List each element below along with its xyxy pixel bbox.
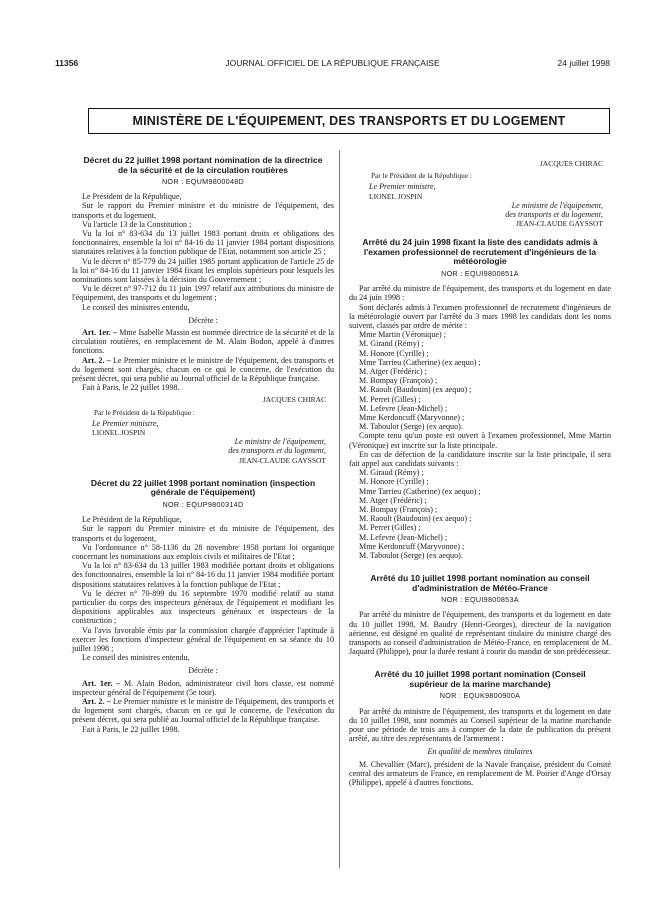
list-item: M. Honore (Cyrille) ; — [359, 348, 429, 358]
decree1-para: Vu la loi n° 83-634 du 13 juillet 1983 portant droits et obligations des fonctionnaires, ensemble la loi n° 84-16 du 11 janvier 1984 portant dispositions statutaires relatives à la fonction publique de l'Etat, notamment son article 25 ; — [72, 229, 334, 257]
decree1-para: Le Président de la République, — [82, 192, 182, 202]
ministry-banner: MINISTÈRE DE L'ÉQUIPEMENT, DES TRANSPORTS ET DU LOGEMENT — [88, 108, 610, 134]
decree1-para: Vu l'article 13 de la Constitution ; — [82, 219, 192, 229]
decree1-para: Sur le rapport du Premier ministre et du ministre de l'équipement, des transports et du logement, — [72, 201, 334, 220]
decree2-pm-title: Le Premier ministre, — [369, 182, 436, 192]
list-item: M. Taboulot (Serge) (ex aequo). — [359, 422, 463, 432]
arrete3-para: M. Chevallier (Marc), président de la Navale française, président du Comité central des armateurs de France, en remplacement de M. Poirier d'Ange d'Orsay (Philippe), appelé à d'autres fonctions. — [349, 759, 611, 788]
arrete1-para: Par arrêté du ministre de l'équipement, des transports et du logement en date du 24 juin 1998 : — [349, 284, 611, 303]
decree1-article-1: Art. 1er. – Mme Isabelle Massin est nommée directrice de la sécurité et de la circulation routières, en remplacement de M. Alain Bodon, appelé à d'autres fonctions. — [72, 328, 335, 356]
decree1-decrete: Décrète : — [188, 315, 218, 325]
column-divider — [339, 150, 340, 868]
decree1-title: Décret du 22 juillet 1998 portant nomination de la directrice de la sécurité et de la circulation routières — [83, 155, 323, 175]
list-item: M. Lefevre (Jean-Michel) ; — [359, 532, 448, 542]
issue-date: 24 juillet 1998 — [557, 58, 610, 68]
list-item: M. Girand (Rémy) ; — [359, 339, 424, 349]
arrete1-nor: NOR : EQUI9800851A — [441, 268, 519, 278]
decree2-decrete: Décrète : — [188, 666, 218, 676]
decree1-by-president: Par le Président de la République : — [94, 407, 195, 417]
list-item: Mme Kerdoncuff (Maryvonne) ; — [359, 541, 465, 551]
list-item: M. Perret (Gilles) ; — [359, 523, 421, 533]
arrete3-nor: NOR : EQUK9800900A — [439, 691, 521, 701]
decree1-minister-line2: des transports et du logement, — [228, 446, 326, 456]
list-item: M. Raoult (Baudouin) (ex aequo) ; — [359, 385, 472, 395]
decree1-para: Vu le décret n° 97-712 du 11 juin 1997 relatif aux attributions du ministre de l'équipement, des transports et du logement ; — [72, 284, 334, 303]
decree1-para: Le conseil des ministres entendu, — [82, 302, 190, 312]
list-item: M. Atger (Frédéric) ; — [359, 366, 427, 376]
decree2-article-2: Art. 2. – Le Premier ministre et le ministre de l'équipement, des transports et du logement sont chargés, chacun en ce qui le concerne, de l'exécution du présent décret, qui sera publié au Journal officiel de la République française. — [72, 696, 334, 725]
decree2-para: Le conseil des ministres entendu, — [82, 653, 190, 663]
decree2-para: Vu le décret n° 70-899 du 16 septembre 1970 modifié relatif au statut particulier du corps des inspecteurs généraux de l'équipement et modifiant les dispositions applicables aux inspecteurs généraux et inspecteurs de la construction ; — [72, 588, 334, 626]
decree2-title: Décret du 22 juillet 1998 portant nomination (inspection générale de l'équipement) — [90, 477, 316, 498]
list-item: M. Bompay (François) ; — [359, 505, 438, 514]
list-item: M. Honore (Cyrille) ; — [359, 477, 429, 487]
list-item: M. Bompay (François) ; — [359, 376, 438, 386]
decree2-para: Vu l'ordonnance n° 58-1136 du 28 novembre 1958 portant loi organique concernant les nominations aux emplois civils et militaires de l'Etat ; — [72, 542, 334, 561]
decree2-by-president: Par le Président de la République : — [371, 171, 472, 181]
list-item: Mme Tarrieu (Catherine) (ex aequo) ; — [359, 357, 481, 367]
decree2-para: Vu la loi n° 83-634 du 13 juillet 1983 modifiée portant droits et obligations des fonctionnaires, ensemble la loi n° 84-16 du 11 janvier 1984 modifiée portant dispositions statutaires relatives à la fonction publique de l'Etat ; — [72, 561, 334, 589]
right-column — [349, 156, 611, 787]
decree1-signature: JACQUES CHIRAC — [262, 395, 326, 405]
arrete1-para: En cas de défection de la candidature inscrite sur la liste principale, il sera fait appel aux candidats suivants : — [349, 449, 611, 468]
decree1-pm-title: Le Premier ministre, — [92, 418, 159, 428]
arrete1-para: Compte tenu qu'un poste est ouvert à l'examen professionnel, Mme Martin (Véronique) est inscrite sur la liste principale. — [349, 431, 611, 450]
decree2-minister-line1: Le ministre de l'équipement, — [511, 200, 603, 210]
arrete1-title: Arrêté du 24 juin 1998 fixant la liste des candidats admis à l'examen professionnel de recrutement d'ingénieurs de la météorologie — [362, 237, 598, 267]
arrete3-subheading: En qualité de membres titulaires — [427, 747, 533, 757]
list-item: M. Raoult (Baudouin) (ex aequo) ; — [359, 514, 472, 524]
decree1-minister-name: JEAN-CLAUDE GAYSSOT — [238, 455, 326, 465]
list-item: Mme Tarrieu (Catherine) (ex aequo) ; — [359, 486, 481, 496]
decree2-pm-name: LIONEL JOSPIN — [369, 191, 423, 201]
page-header — [55, 58, 610, 72]
list-item: Mme Kerdoncuff (Maryvonne) ; — [359, 412, 465, 422]
list-item: M. Giraud (Rémy) ; — [359, 468, 424, 478]
decree2-para: Le Président de la République, — [82, 515, 182, 525]
decree1-nor: NOR : EQUM9800048D — [161, 177, 245, 186]
candidate-list-main — [349, 330, 611, 431]
journal-name: JOURNAL OFFICIEL DE LA RÉPUBLIQUE FRANÇAISE — [225, 58, 440, 68]
decree2-para: Sur le rapport du Premier ministre et du ministre de l'équipement, des transports et du logement, — [72, 524, 334, 543]
decree1-para: Vu le décret n° 85-779 du 24 juillet 1985 portant application de l'article 25 de la loi n° 84-16 du 11 janvier 1984 fixant les emplois supérieurs pour lesquels les nominations sont laissées à la décision du Gouvernement ; — [72, 256, 334, 285]
arrete2-nor: NOR : EQUI9800853A — [441, 595, 519, 605]
list-item: M. Atger (Frédéric) ; — [359, 495, 427, 505]
arrete3-title: Arrêté du 10 juillet 1998 portant nomination (Conseil supérieur de la marine marchande) — [374, 669, 586, 689]
decree1-pm-name: LIONEL JOSPIN — [92, 428, 146, 438]
candidate-list-reserve — [349, 468, 611, 560]
decree1-minister-line1: Le ministre de l'équipement, — [234, 437, 326, 447]
page-number: 11356 — [55, 58, 79, 68]
decree2-para: Vu l'avis favorable émis par la commission chargée d'apprécier l'aptitude à exercer les fonctions d'inspecteur général de l'équipement en sa séance du 10 juillet 1998 ; — [72, 625, 334, 653]
arrete2-para: Par arrêté du ministre de l'équipement, des transports et du logement en date du 10 juillet 1998, M. Baudry (Henri-Georges), directeur de la navigation aérienne, est désigné en qualité de représentant titulaire du ministre chargé des transports au conseil d'administration de Météo-France, en remplacement de M. Jaquard (Philippe), pour la durée restant à courir du mandat de son prédécesseur. — [349, 610, 611, 657]
decree2-nor: NOR : EQUP9800314D — [162, 499, 244, 509]
list-item: M. Perret (Gilles) ; — [359, 394, 421, 404]
decree2-minister-name: JEAN-CLAUDE GAYSSOT — [515, 219, 603, 229]
decree2-signature: JACQUES CHIRAC — [539, 159, 603, 168]
arrete2-title: Arrêté du 10 juillet 1998 portant nomination au conseil d'administration de Météo-France — [370, 573, 590, 593]
list-item: M. Lefevre (Jean-Michel) ; — [359, 403, 448, 413]
arrete3-para: Par arrêté du ministre de l'équipement, des transports et du logement en date du 10 juillet 1998, sont nommés au Conseil supérieur de la marine marchande pour une période de trois ans à compter de la date de publication du présent arrêté, au titre des représentants de l'armement : — [349, 706, 611, 744]
left-column — [72, 156, 334, 734]
decree2-article-1: Art. 1er. – M. Alain Bodon, administrateur civil hors classe, est nommé inspecteur général de l'équipement (5e tour). — [72, 678, 334, 697]
decree1-article-2: Art. 2. – Le Premier ministre et le ministre de l'équipement, des transports et du logement sont chargés, chacun en ce qui le concerne, de l'exécution du présent décret, qui sera publié au Journal officiel de la République française. — [72, 355, 334, 384]
arrete1-para: Sont déclarés admis à l'examen professionnel de recrutement d'ingénieurs de la météorologie ouvert par l'arrêté du 3 mars 1998 les candidats dont les noms suivent, classés par ordre de mérite : — [349, 302, 611, 330]
list-item: M. Taboulot (Serge) (ex aequo). — [359, 551, 463, 561]
decree2-minister-line2: des transports et du logement, — [505, 210, 603, 220]
decree1-done: Fait à Paris, le 22 juillet 1998. — [82, 383, 180, 393]
list-item: Mme Martin (Véronique) ; — [359, 330, 446, 340]
decree2-done: Fait à Paris, le 22 juillet 1998. — [82, 724, 180, 734]
